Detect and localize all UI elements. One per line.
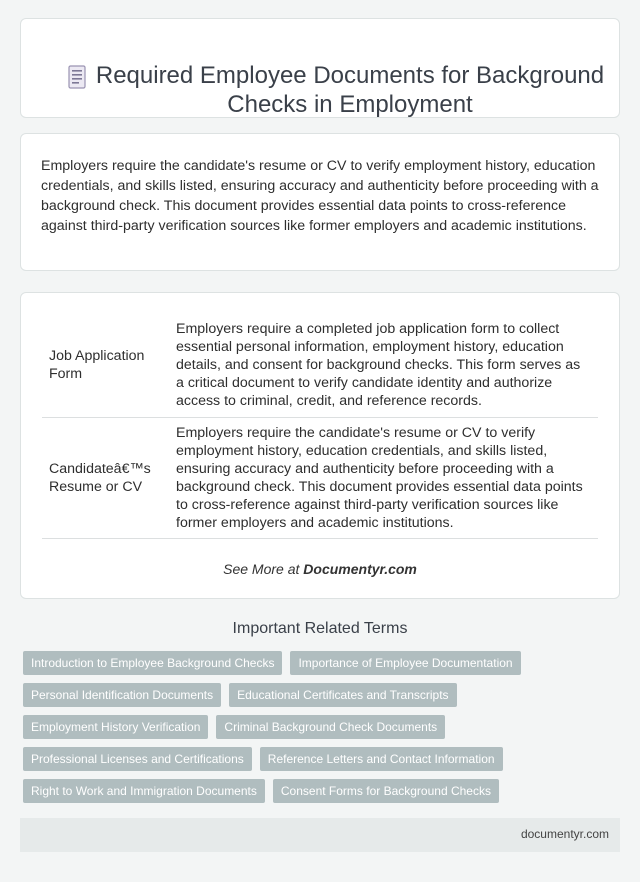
see-more-site[interactable]: Documentyr.com	[303, 561, 417, 577]
page-title: Required Employee Documents for Background Checks in Employment	[95, 62, 605, 118]
intro-card	[20, 133, 620, 271]
table-row	[42, 313, 598, 417]
document-description: Employers require a completed job application form to collect essential personal information, employment history, education details, and consent for background checks. This form serves as a critical document to verify candidate identity and authorize access to criminal, credit, and reference records.	[166, 313, 598, 417]
document-name: Job Application Form	[42, 313, 166, 417]
related-terms-title: Important Related Terms	[232, 620, 408, 637]
documents-table	[42, 313, 598, 539]
header-card	[20, 18, 620, 118]
footer-site[interactable]: documentyr.com	[520, 827, 609, 841]
related-term-tag[interactable]: Personal Identification Documents	[23, 683, 221, 707]
document-name: Candidateâ€™s Resume or CV	[42, 417, 166, 538]
footer	[20, 818, 620, 852]
related-terms-list	[23, 651, 623, 803]
intro-text: Employers require the candidate's resume or CV to verify employment history, education credentials, and skills listed, ensuring accuracy and authenticity before proceeding with a background check. This document provides essential data points to cross-reference against third-party verification sources like former employers and academic institutions.	[41, 158, 599, 234]
see-more-prefix: See More at	[223, 561, 304, 577]
related-term-tag[interactable]: Right to Work and Immigration Documents	[23, 779, 265, 803]
related-term-tag[interactable]: Professional Licenses and Certifications	[23, 747, 252, 771]
related-term-tag[interactable]: Reference Letters and Contact Information	[260, 747, 503, 771]
related-term-tag[interactable]: Consent Forms for Background Checks	[273, 779, 499, 803]
table-row	[42, 417, 598, 538]
related-term-tag[interactable]: Employment History Verification	[23, 715, 208, 739]
related-term-tag[interactable]: Importance of Employee Documentation	[290, 651, 520, 675]
documents-card	[20, 292, 620, 599]
document-icon	[67, 65, 89, 91]
related-term-tag[interactable]: Criminal Background Check Documents	[216, 715, 445, 739]
document-description: Employers require the candidate's resume or CV to verify employment history, education credentials, and skills listed, ensuring accuracy and authenticity before proceeding with a background check. This document provides essential data points to cross-reference against third-party verification sources like former employers and academic institutions.	[166, 417, 598, 538]
related-term-tag[interactable]: Educational Certificates and Transcripts	[229, 683, 456, 707]
see-more-link[interactable]	[21, 561, 619, 577]
related-term-tag[interactable]: Introduction to Employee Background Checks	[23, 651, 282, 675]
